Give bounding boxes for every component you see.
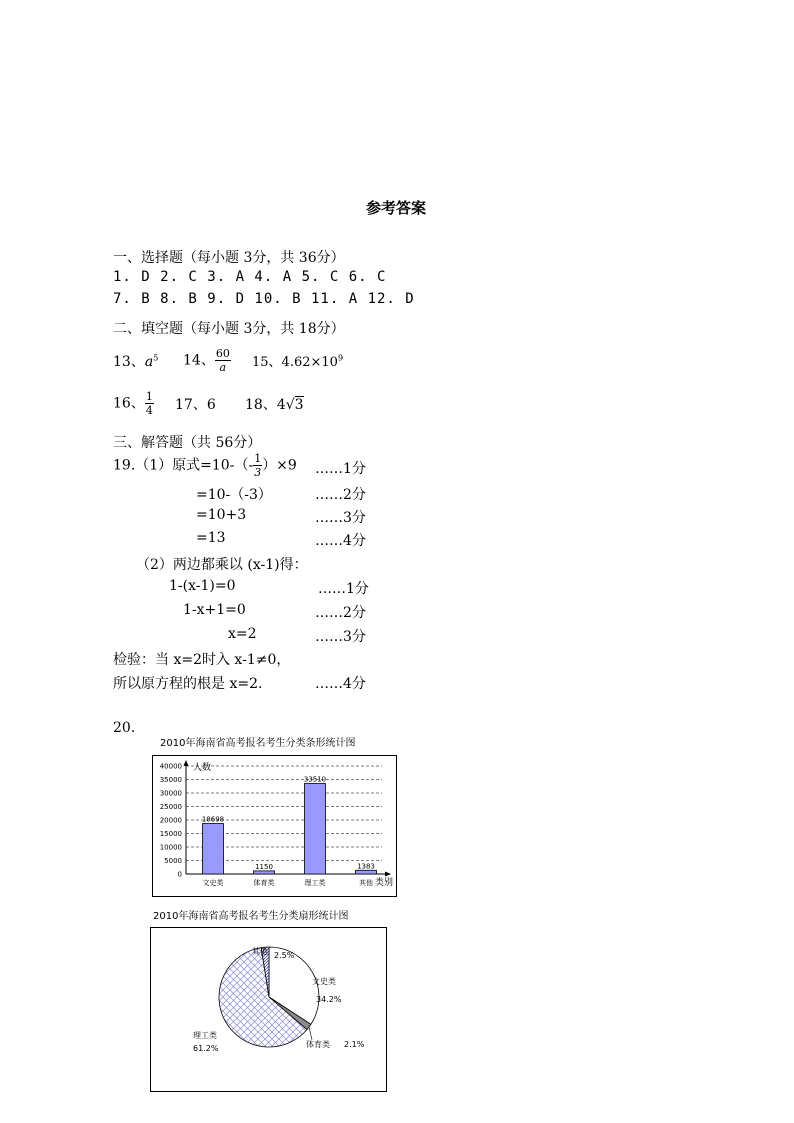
bar: [203, 824, 224, 874]
bar-chart-ylabel: 人数: [193, 763, 212, 773]
bar-data-label: 1150: [255, 862, 273, 871]
x-category-label: 其他: [359, 879, 373, 887]
q19-2b-line: 1-x+1=0: [183, 602, 246, 618]
bar-chart: [150, 733, 400, 899]
q19-1d-line: =13: [196, 530, 226, 546]
page-title: 参考答案: [366, 199, 427, 217]
conclusion-score: ……4分: [315, 676, 366, 692]
bar-chart-title: 2010年海南省高考报名考生分类条形统计图: [160, 738, 356, 749]
q19-1b-score: ……2分: [315, 487, 366, 503]
pie-slice-label: 体育类: [306, 1040, 330, 1049]
q14-label: 14、: [183, 352, 215, 369]
q19-1d-score: ……4分: [315, 533, 366, 549]
q19-2a-line: 1-(x-1)=0: [169, 578, 236, 594]
q15-label: 15、: [252, 355, 282, 370]
q15-answer: [252, 351, 343, 370]
mc-answers-row-2: 7. B 8. B 9. D 10. B 11. A 12. D: [113, 291, 415, 307]
bar-data-label: 1383: [357, 862, 375, 871]
pie-slice-pct: 2.1%: [344, 1040, 365, 1049]
q19-denominator: 3: [254, 466, 262, 479]
q19-2-heading: （2）两边都乘以 (x-1)得：: [136, 557, 308, 573]
q14-fraction: [215, 347, 231, 374]
q18-label: 18、: [245, 397, 277, 413]
q19-2a-score: ……1分: [318, 581, 369, 597]
q19-numerator: 1: [254, 452, 262, 465]
conclusion-line: 所以原方程的根是 x=2.: [113, 676, 263, 692]
q19-2c-line: x=2: [228, 626, 257, 642]
q15-exp: 9: [337, 353, 344, 363]
y-tick-label: 0: [177, 870, 182, 879]
q14-answer: [183, 347, 231, 374]
q16-answer: [113, 390, 154, 417]
pie-slice-label: 其他: [252, 947, 268, 956]
x-category-label: 文史类: [202, 879, 224, 887]
q19-1a-pre: 19.（1）原式=10-（-: [113, 457, 254, 474]
x-category-label: 体育类: [253, 879, 275, 887]
y-tick-label: 40000: [159, 762, 182, 771]
y-tick-label: 20000: [159, 816, 182, 825]
sqrt-icon: √: [285, 397, 295, 413]
q16-denominator: 4: [145, 404, 153, 417]
q13-answer: [113, 351, 158, 371]
bar: [356, 870, 377, 874]
section-1-heading: 一、选择题（每小题 3分，共 36分）: [113, 250, 345, 266]
y-tick-label: 15000: [159, 830, 182, 838]
q19-1c-score: ……3分: [315, 510, 366, 526]
check-line: 检验：当 x=2时入 x-1≠0，: [113, 652, 291, 668]
y-tick-label: 30000: [159, 789, 182, 798]
q18-answer: [245, 394, 304, 414]
mc-answers-row-1: 1. D 2. C 3. A 4. A 5. C 6. C: [113, 269, 387, 285]
y-tick-label: 35000: [159, 776, 182, 784]
q16-numerator: 1: [145, 390, 153, 403]
y-tick-label: 10000: [159, 843, 182, 852]
q16-fraction: [145, 390, 154, 417]
q16-label: 16、: [113, 395, 145, 412]
x-category-label: 理工类: [304, 879, 326, 887]
q20-label: 20.: [113, 720, 136, 736]
pie-slice-pct: 61.2%: [193, 1044, 219, 1053]
pie-slice-pct: 2.5%: [274, 951, 295, 960]
q17-answer: 17、6: [175, 397, 216, 413]
pie-chart-title: 2010年海南省高考报名考生分类扇形统计图: [153, 911, 349, 922]
q19-1a-score: ……1分: [315, 461, 366, 477]
y-tick-label: 25000: [159, 803, 182, 811]
pie-slice-label: 文史类: [312, 977, 336, 986]
q14-denominator: a: [219, 361, 227, 374]
q19-1b-line: =10-（-3）: [196, 487, 272, 503]
section-3-heading: 三、解答题（共 56分）: [113, 435, 262, 451]
q18-coef: 4: [276, 397, 286, 413]
pie-slice-label: 理工类: [193, 1031, 217, 1040]
q18-radicand: 3: [294, 397, 304, 413]
q19-1a-post: ）×9: [262, 457, 297, 474]
q13-exp: 5: [153, 353, 159, 363]
bar: [305, 784, 326, 874]
pie-chart-slices: [219, 947, 319, 1047]
section-2-heading: 二、填空题（每小题 3分，共 18分）: [113, 321, 345, 337]
bar-data-label: 33510: [303, 775, 327, 784]
bar-chart-frame: [153, 756, 397, 897]
bar-chart-xlabel: 类别: [375, 878, 394, 888]
q19-1c-line: =10+3: [196, 507, 247, 523]
q13-base: a: [144, 354, 154, 370]
pie-slice-pct: 34.2%: [316, 995, 342, 1004]
q13-label: 13、: [113, 354, 145, 370]
y-tick-label: 5000: [164, 857, 182, 865]
q19-fraction: [253, 452, 262, 479]
q19-1a-line: [113, 452, 297, 479]
q19-2c-score: ……3分: [315, 629, 366, 645]
q19-2b-score: ……2分: [315, 605, 366, 621]
bar: [254, 871, 275, 874]
q15-value: 4.62×10: [281, 355, 338, 370]
bar-data-label: 18698: [201, 815, 225, 824]
pie-chart: [146, 906, 391, 1094]
q14-numerator: 60: [215, 347, 230, 360]
